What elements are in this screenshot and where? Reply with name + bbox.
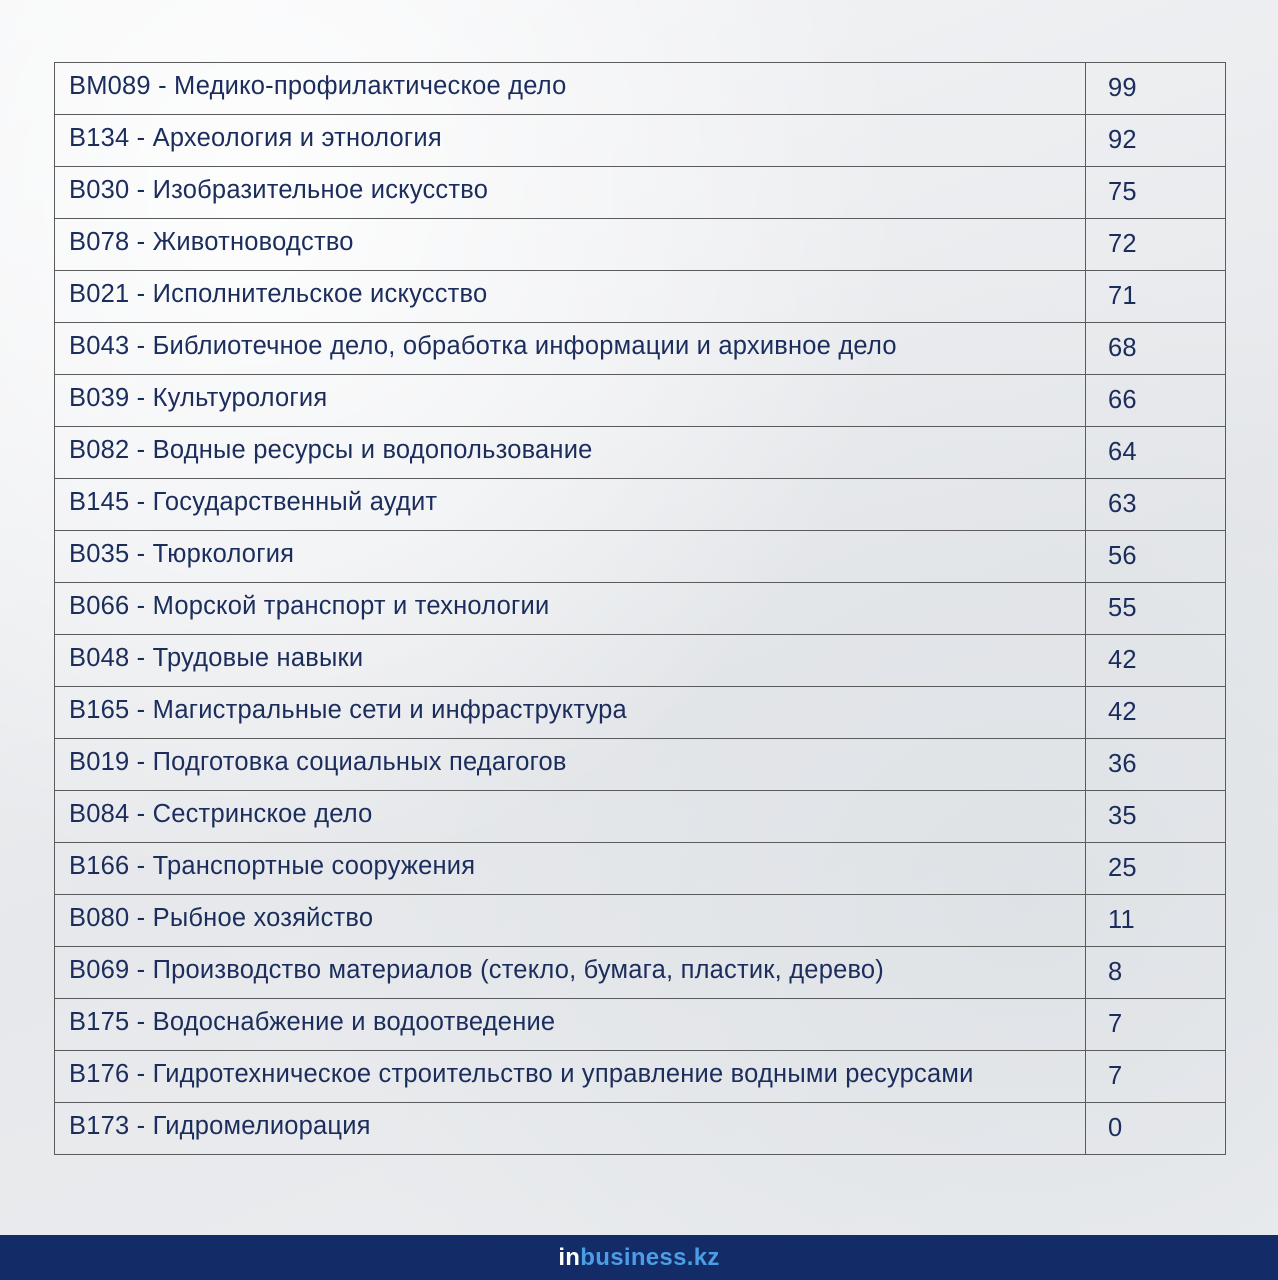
program-name-cell: B035 - Тюркология [55,531,1086,583]
program-name-cell: B039 - Культурология [55,375,1086,427]
table-row [55,739,1226,791]
programs-table [54,62,1226,1155]
table-row [55,115,1226,167]
table-row [55,1051,1226,1103]
count-cell: 55 [1086,583,1226,635]
program-name-cell: B048 - Трудовые навыки [55,635,1086,687]
table-row [55,219,1226,271]
program-name-cell: B043 - Библиотечное дело, обработка информации и архивное дело [55,323,1086,375]
count-cell: 7 [1086,1051,1226,1103]
count-cell: 72 [1086,219,1226,271]
count-cell: 56 [1086,531,1226,583]
table-row [55,427,1226,479]
count-cell: 99 [1086,63,1226,115]
count-cell: 71 [1086,271,1226,323]
logo-main: business.kz [580,1243,720,1271]
table-row [55,271,1226,323]
program-name-cell: B078 - Животноводство [55,219,1086,271]
program-name-cell: B134 - Археология и этнология [55,115,1086,167]
count-cell: 68 [1086,323,1226,375]
program-name-cell: B082 - Водные ресурсы и водопользование [55,427,1086,479]
table-row [55,843,1226,895]
program-name-cell: BM089 - Медико-профилактическое дело [55,63,1086,115]
table-row [55,583,1226,635]
table-row [55,531,1226,583]
program-name-cell: B145 - Государственный аудит [55,479,1086,531]
program-name-cell: B175 - Водоснабжение и водоотведение [55,999,1086,1051]
program-name-cell: B019 - Подготовка социальных педагогов [55,739,1086,791]
count-cell: 66 [1086,375,1226,427]
inbusiness-logo[interactable] [558,1244,719,1272]
table-row [55,687,1226,739]
count-cell: 7 [1086,999,1226,1051]
program-name-cell: B173 - Гидромелиорация [55,1103,1086,1155]
count-cell: 36 [1086,739,1226,791]
table-row [55,895,1226,947]
table-row [55,375,1226,427]
count-cell: 8 [1086,947,1226,999]
table-row [55,791,1226,843]
program-name-cell: B176 - Гидротехническое строительство и управление водными ресурсами [55,1051,1086,1103]
table-row [55,635,1226,687]
count-cell: 25 [1086,843,1226,895]
table-body [55,63,1226,1155]
count-cell: 42 [1086,687,1226,739]
table-row [55,947,1226,999]
table-row [55,63,1226,115]
count-cell: 11 [1086,895,1226,947]
program-name-cell: B069 - Производство материалов (стекло, бумага, пластик, дерево) [55,947,1086,999]
program-name-cell: B165 - Магистральные сети и инфраструктура [55,687,1086,739]
count-cell: 75 [1086,167,1226,219]
table-row [55,999,1226,1051]
count-cell: 0 [1086,1103,1226,1155]
count-cell: 92 [1086,115,1226,167]
count-cell: 64 [1086,427,1226,479]
count-cell: 35 [1086,791,1226,843]
count-cell: 42 [1086,635,1226,687]
count-cell: 63 [1086,479,1226,531]
table-row [55,323,1226,375]
table-row [55,479,1226,531]
program-name-cell: B080 - Рыбное хозяйство [55,895,1086,947]
program-name-cell: B021 - Исполнительское искусство [55,271,1086,323]
footer-bar [0,1235,1278,1280]
table-row [55,167,1226,219]
program-name-cell: B166 - Транспортные сооружения [55,843,1086,895]
table-row [55,1103,1226,1155]
logo-prefix: in [558,1243,581,1271]
program-name-cell: B066 - Морской транспорт и технологии [55,583,1086,635]
program-name-cell: B084 - Сестринское дело [55,791,1086,843]
programs-table-container [54,62,1225,1155]
program-name-cell: B030 - Изобразительное искусство [55,167,1086,219]
